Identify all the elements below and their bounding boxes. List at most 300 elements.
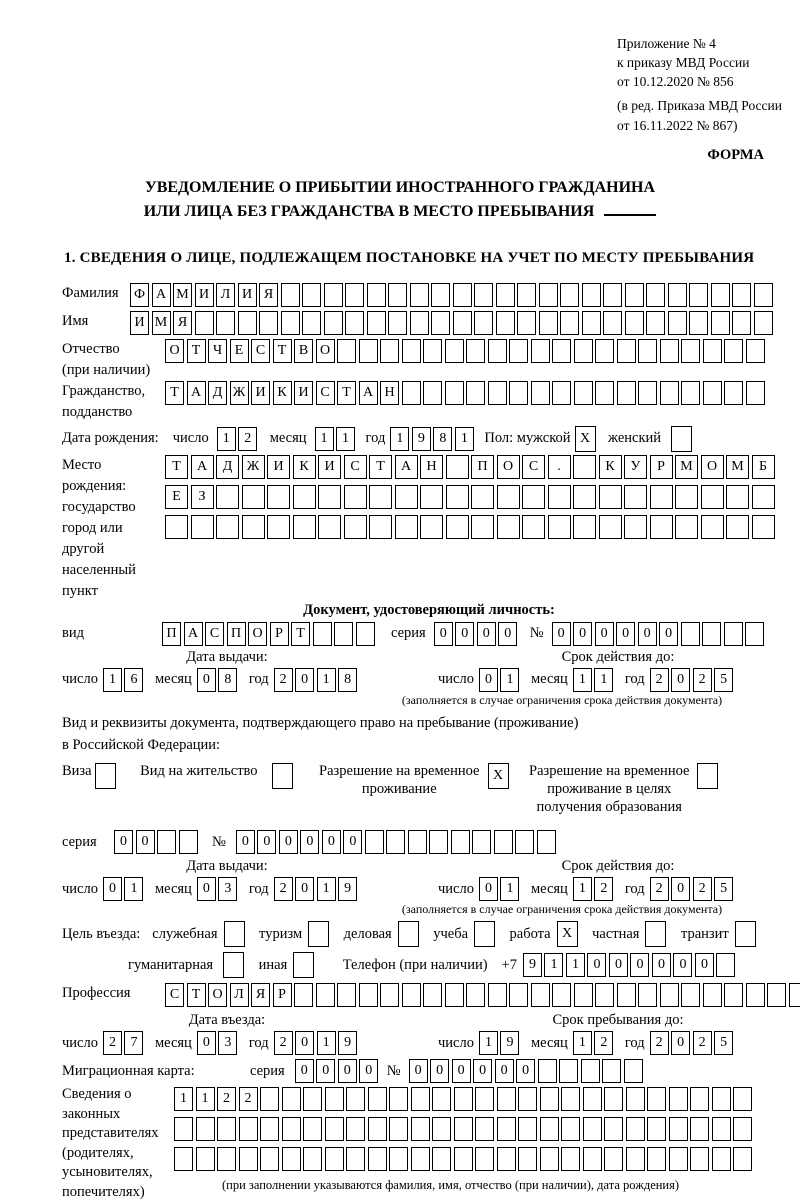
cell[interactable] — [752, 515, 775, 539]
cell[interactable] — [497, 1147, 516, 1171]
cell[interactable] — [318, 515, 341, 539]
cell[interactable] — [509, 339, 528, 363]
stay-year-cells[interactable] — [650, 1031, 736, 1055]
cell[interactable] — [388, 283, 407, 307]
doc-issue-month-cells[interactable] — [197, 668, 240, 692]
entry-year-cells[interactable] — [274, 1031, 360, 1055]
cell[interactable]: 0 — [609, 953, 628, 977]
cell[interactable] — [344, 515, 367, 539]
cell[interactable]: 2 — [594, 1031, 613, 1055]
cell[interactable] — [647, 1087, 666, 1111]
cell[interactable] — [345, 283, 364, 307]
cell[interactable] — [325, 1087, 344, 1111]
birth-year-cells[interactable] — [390, 427, 476, 451]
cell[interactable] — [509, 983, 528, 1007]
cell[interactable]: 9 — [338, 1031, 357, 1055]
cell[interactable]: М — [152, 311, 171, 335]
purpose-humanitarian-checkbox[interactable] — [223, 952, 247, 978]
cell[interactable]: 2 — [693, 877, 712, 901]
cell[interactable]: Я — [259, 283, 278, 307]
cell[interactable] — [552, 983, 571, 1007]
cell[interactable] — [539, 311, 558, 335]
birth-place-cells-row3[interactable] — [165, 515, 777, 539]
cell[interactable] — [638, 381, 657, 405]
cell[interactable]: Т — [291, 622, 310, 646]
cell[interactable] — [325, 1117, 344, 1141]
cell[interactable] — [626, 1087, 645, 1111]
cell[interactable] — [733, 1117, 752, 1141]
cell[interactable] — [95, 763, 116, 789]
cell[interactable] — [726, 515, 749, 539]
stay-month-cells[interactable] — [573, 1031, 616, 1055]
cell[interactable] — [216, 485, 239, 509]
cell[interactable]: Ф — [130, 283, 149, 307]
cell[interactable] — [369, 515, 392, 539]
cell[interactable] — [451, 830, 470, 854]
cell[interactable]: 1 — [573, 877, 592, 901]
cell[interactable] — [690, 1147, 709, 1171]
cell[interactable] — [518, 1147, 537, 1171]
cell[interactable] — [454, 1147, 473, 1171]
cell[interactable] — [224, 921, 245, 947]
cell[interactable] — [303, 1087, 322, 1111]
cell[interactable] — [398, 921, 419, 947]
cell[interactable]: М — [675, 455, 698, 479]
cell[interactable] — [165, 515, 188, 539]
cell[interactable] — [599, 515, 622, 539]
cell[interactable]: П — [227, 622, 246, 646]
cell[interactable] — [302, 283, 321, 307]
cell[interactable]: С — [522, 455, 545, 479]
gender-female-checkbox[interactable] — [671, 426, 695, 452]
cell[interactable] — [638, 339, 657, 363]
cell[interactable] — [581, 1059, 600, 1083]
cell[interactable] — [267, 515, 290, 539]
cell[interactable] — [660, 339, 679, 363]
cell[interactable]: 0 — [479, 877, 498, 901]
cell[interactable]: А — [152, 283, 171, 307]
cell[interactable] — [420, 515, 443, 539]
cell[interactable] — [712, 1087, 731, 1111]
cell[interactable]: Е — [165, 485, 188, 509]
cell[interactable]: 0 — [455, 622, 474, 646]
cell[interactable] — [697, 763, 718, 789]
cell[interactable] — [625, 283, 644, 307]
cell[interactable] — [453, 283, 472, 307]
cell[interactable] — [432, 1087, 451, 1111]
cell[interactable] — [402, 381, 421, 405]
cell[interactable] — [517, 283, 536, 307]
migration-series-cells[interactable] — [295, 1059, 381, 1083]
cell[interactable] — [191, 515, 214, 539]
cell[interactable]: 3 — [218, 877, 237, 901]
cell[interactable]: И — [294, 381, 313, 405]
cell[interactable]: 0 — [495, 1059, 514, 1083]
cell[interactable] — [560, 311, 579, 335]
cell[interactable] — [645, 921, 666, 947]
cell[interactable]: 1 — [390, 427, 409, 451]
cell[interactable]: С — [316, 381, 335, 405]
cell[interactable] — [445, 983, 464, 1007]
cell[interactable] — [239, 1117, 258, 1141]
cell[interactable] — [539, 283, 558, 307]
cell[interactable] — [359, 339, 378, 363]
cell[interactable]: Ж — [242, 455, 265, 479]
cell[interactable] — [389, 1147, 408, 1171]
residence-valid-month-cells[interactable] — [573, 877, 616, 901]
cell[interactable] — [472, 830, 491, 854]
cell[interactable]: Л — [230, 983, 249, 1007]
cell[interactable] — [346, 1147, 365, 1171]
cell[interactable] — [573, 485, 596, 509]
cell[interactable] — [293, 515, 316, 539]
cell[interactable]: 8 — [338, 668, 357, 692]
birth-place-cells-row2[interactable] — [165, 485, 777, 509]
cell[interactable] — [408, 830, 427, 854]
cell[interactable] — [624, 515, 647, 539]
cell[interactable] — [367, 283, 386, 307]
cell[interactable]: 5 — [714, 1031, 733, 1055]
cell[interactable] — [368, 1087, 387, 1111]
cell[interactable] — [242, 485, 265, 509]
cell[interactable] — [345, 311, 364, 335]
cell[interactable]: 0 — [638, 622, 657, 646]
cell[interactable] — [365, 830, 384, 854]
cell[interactable]: X — [557, 921, 578, 947]
cell[interactable]: Н — [380, 381, 399, 405]
cell[interactable]: 1 — [573, 668, 592, 692]
cell[interactable] — [223, 952, 244, 978]
cell[interactable] — [582, 311, 601, 335]
cell[interactable] — [752, 485, 775, 509]
cell[interactable] — [260, 1087, 279, 1111]
cell[interactable]: 2 — [274, 1031, 293, 1055]
cell[interactable] — [517, 311, 536, 335]
cell[interactable] — [548, 515, 571, 539]
cell[interactable]: 1 — [573, 1031, 592, 1055]
cell[interactable] — [538, 1059, 557, 1083]
cell[interactable]: X — [575, 426, 596, 452]
cell[interactable] — [583, 1117, 602, 1141]
cell[interactable] — [582, 283, 601, 307]
cell[interactable] — [617, 983, 636, 1007]
cell[interactable] — [540, 1117, 559, 1141]
cell[interactable] — [282, 1147, 301, 1171]
cell[interactable] — [488, 381, 507, 405]
cell[interactable] — [431, 283, 450, 307]
cell[interactable]: О — [701, 455, 724, 479]
cell[interactable]: 0 — [114, 830, 133, 854]
cell[interactable]: Р — [270, 622, 289, 646]
cell[interactable] — [660, 983, 679, 1007]
cell[interactable] — [540, 1147, 559, 1171]
cell[interactable] — [537, 830, 556, 854]
cell[interactable]: 1 — [566, 953, 585, 977]
cell[interactable]: 0 — [295, 668, 314, 692]
cell[interactable]: 5 — [714, 877, 733, 901]
cell[interactable]: С — [205, 622, 224, 646]
cell[interactable] — [216, 311, 235, 335]
cell[interactable]: А — [359, 381, 378, 405]
cell[interactable] — [429, 830, 448, 854]
cell[interactable]: 0 — [343, 830, 362, 854]
stay-day-cells[interactable] — [479, 1031, 522, 1055]
cell[interactable]: 0 — [498, 622, 517, 646]
cell[interactable] — [402, 983, 421, 1007]
edu-permit-checkbox[interactable] — [697, 763, 721, 789]
residence-valid-year-cells[interactable] — [650, 877, 736, 901]
cell[interactable] — [650, 485, 673, 509]
cell[interactable] — [669, 1147, 688, 1171]
cell[interactable]: 1 — [217, 427, 236, 451]
cell[interactable] — [754, 311, 773, 335]
cell[interactable]: 2 — [693, 1031, 712, 1055]
cell[interactable] — [724, 381, 743, 405]
purpose-work-checkbox[interactable] — [557, 921, 581, 947]
cell[interactable] — [395, 485, 418, 509]
cell[interactable] — [560, 283, 579, 307]
cell[interactable]: Ч — [208, 339, 227, 363]
cell[interactable] — [475, 1147, 494, 1171]
cell[interactable] — [346, 1117, 365, 1141]
cell[interactable] — [701, 515, 724, 539]
cell[interactable]: 0 — [671, 1031, 690, 1055]
cell[interactable]: Я — [251, 983, 270, 1007]
cell[interactable] — [313, 622, 332, 646]
cell[interactable] — [754, 283, 773, 307]
cell[interactable] — [196, 1117, 215, 1141]
cell[interactable] — [746, 339, 765, 363]
visa-checkbox[interactable] — [95, 763, 119, 789]
cell[interactable] — [681, 339, 700, 363]
cell[interactable]: Д — [208, 381, 227, 405]
cell[interactable]: 3 — [218, 1031, 237, 1055]
cell[interactable]: 0 — [409, 1059, 428, 1083]
cell[interactable] — [497, 1087, 516, 1111]
cell[interactable]: 6 — [124, 668, 143, 692]
cell[interactable] — [559, 1059, 578, 1083]
cell[interactable] — [595, 381, 614, 405]
cell[interactable] — [356, 622, 375, 646]
cell[interactable]: 1 — [594, 668, 613, 692]
cell[interactable] — [239, 1147, 258, 1171]
cell[interactable] — [681, 622, 700, 646]
cell[interactable] — [647, 1147, 666, 1171]
cell[interactable]: 2 — [650, 877, 669, 901]
cell[interactable] — [548, 485, 571, 509]
cell[interactable]: 1 — [317, 877, 336, 901]
cell[interactable] — [583, 1147, 602, 1171]
cell[interactable]: Ж — [230, 381, 249, 405]
cell[interactable] — [445, 339, 464, 363]
cell[interactable] — [497, 1117, 516, 1141]
cell[interactable]: 0 — [197, 1031, 216, 1055]
residence-series-cells[interactable] — [114, 830, 200, 854]
birth-day-cells[interactable] — [217, 427, 260, 451]
cell[interactable]: 0 — [136, 830, 155, 854]
citizenship-cells[interactable] — [165, 381, 767, 405]
cell[interactable] — [689, 283, 708, 307]
cell[interactable]: Н — [420, 455, 443, 479]
cell[interactable] — [703, 983, 722, 1007]
doc-issue-day-cells[interactable] — [103, 668, 146, 692]
cell[interactable] — [474, 311, 493, 335]
cell[interactable]: 0 — [573, 622, 592, 646]
cell[interactable] — [432, 1147, 451, 1171]
cell[interactable] — [431, 311, 450, 335]
cell[interactable] — [282, 1087, 301, 1111]
cell[interactable] — [518, 1087, 537, 1111]
cell[interactable]: Т — [165, 381, 184, 405]
cell[interactable]: К — [293, 455, 316, 479]
cell[interactable] — [411, 1087, 430, 1111]
cell[interactable]: 0 — [103, 877, 122, 901]
cell[interactable] — [732, 311, 751, 335]
cell[interactable] — [574, 983, 593, 1007]
cell[interactable]: 0 — [616, 622, 635, 646]
cell[interactable]: 9 — [338, 877, 357, 901]
doc-series-cells[interactable] — [434, 622, 520, 646]
cell[interactable] — [638, 983, 657, 1007]
cell[interactable] — [518, 1117, 537, 1141]
cell[interactable]: А — [184, 622, 203, 646]
cell[interactable] — [411, 1117, 430, 1141]
cell[interactable]: 1 — [103, 668, 122, 692]
cell[interactable] — [238, 311, 257, 335]
cell[interactable]: И — [130, 311, 149, 335]
cell[interactable]: А — [187, 381, 206, 405]
cell[interactable] — [711, 283, 730, 307]
cell[interactable]: Р — [650, 455, 673, 479]
cell[interactable] — [746, 983, 765, 1007]
doc-issue-year-cells[interactable] — [274, 668, 360, 692]
cell[interactable]: 0 — [257, 830, 276, 854]
cell[interactable]: 2 — [239, 1087, 258, 1111]
cell[interactable] — [690, 1087, 709, 1111]
cell[interactable] — [195, 311, 214, 335]
cell[interactable]: А — [395, 455, 418, 479]
cell[interactable] — [712, 1147, 731, 1171]
cell[interactable]: 0 — [671, 877, 690, 901]
cell[interactable] — [496, 311, 515, 335]
cell[interactable] — [561, 1087, 580, 1111]
representatives-cells-row2[interactable] — [174, 1117, 782, 1141]
cell[interactable] — [368, 1147, 387, 1171]
cell[interactable]: О — [248, 622, 267, 646]
residence-valid-day-cells[interactable] — [479, 877, 522, 901]
cell[interactable] — [423, 381, 442, 405]
cell[interactable]: 1 — [455, 427, 474, 451]
cell[interactable] — [386, 830, 405, 854]
cell[interactable] — [368, 1117, 387, 1141]
cell[interactable] — [471, 485, 494, 509]
cell[interactable] — [281, 283, 300, 307]
cell[interactable] — [466, 983, 485, 1007]
cell[interactable] — [423, 983, 442, 1007]
cell[interactable] — [217, 1147, 236, 1171]
cell[interactable] — [604, 1117, 623, 1141]
cell[interactable]: М — [173, 283, 192, 307]
cell[interactable]: 1 — [544, 953, 563, 977]
cell[interactable]: 1 — [196, 1087, 215, 1111]
cell[interactable] — [675, 485, 698, 509]
cell[interactable] — [603, 283, 622, 307]
cell[interactable]: А — [191, 455, 214, 479]
cell[interactable] — [497, 485, 520, 509]
cell[interactable] — [369, 485, 392, 509]
cell[interactable]: К — [273, 381, 292, 405]
cell[interactable] — [681, 983, 700, 1007]
cell[interactable] — [196, 1147, 215, 1171]
cell[interactable]: К — [599, 455, 622, 479]
temp-permit-checkbox[interactable] — [488, 763, 512, 789]
cell[interactable]: 0 — [434, 622, 453, 646]
cell[interactable]: 0 — [430, 1059, 449, 1083]
cell[interactable]: 0 — [671, 668, 690, 692]
cell[interactable] — [445, 381, 464, 405]
cell[interactable] — [746, 381, 765, 405]
cell[interactable] — [509, 381, 528, 405]
cell[interactable]: 0 — [587, 953, 606, 977]
cell[interactable] — [669, 1117, 688, 1141]
cell[interactable] — [531, 381, 550, 405]
surname-cells[interactable] — [130, 283, 775, 307]
residence-permit-checkbox[interactable] — [272, 763, 296, 789]
cell[interactable]: 0 — [295, 1059, 314, 1083]
cell[interactable]: Т — [369, 455, 392, 479]
cell[interactable] — [325, 1147, 344, 1171]
cell[interactable]: 8 — [433, 427, 452, 451]
cell[interactable] — [689, 311, 708, 335]
cell[interactable] — [395, 515, 418, 539]
cell[interactable] — [411, 1147, 430, 1171]
cell[interactable] — [216, 515, 239, 539]
cell[interactable]: 0 — [479, 668, 498, 692]
cell[interactable]: 0 — [452, 1059, 471, 1083]
cell[interactable] — [624, 1059, 643, 1083]
cell[interactable]: 5 — [714, 668, 733, 692]
cell[interactable]: 1 — [124, 877, 143, 901]
cell[interactable]: Т — [187, 339, 206, 363]
cell[interactable]: 0 — [197, 668, 216, 692]
cell[interactable] — [337, 983, 356, 1007]
cell[interactable]: 0 — [659, 622, 678, 646]
cell[interactable] — [712, 1117, 731, 1141]
cell[interactable] — [703, 381, 722, 405]
cell[interactable] — [267, 485, 290, 509]
cell[interactable]: 1 — [317, 668, 336, 692]
cell[interactable]: 9 — [412, 427, 431, 451]
cell[interactable]: 0 — [552, 622, 571, 646]
cell[interactable]: У — [624, 455, 647, 479]
phone-cells[interactable] — [523, 953, 738, 977]
cell[interactable]: И — [267, 455, 290, 479]
cell[interactable] — [471, 515, 494, 539]
purpose-business-checkbox[interactable] — [398, 921, 422, 947]
cell[interactable] — [701, 485, 724, 509]
purpose-transit-checkbox[interactable] — [735, 921, 759, 947]
cell[interactable]: 0 — [595, 622, 614, 646]
cell[interactable] — [242, 515, 265, 539]
cell[interactable] — [668, 283, 687, 307]
cell[interactable] — [446, 455, 469, 479]
cell[interactable]: Т — [273, 339, 292, 363]
representatives-cells-row1[interactable] — [174, 1087, 782, 1111]
birth-month-cells[interactable] — [315, 427, 358, 451]
cell[interactable]: Т — [187, 983, 206, 1007]
cell[interactable]: 1 — [174, 1087, 193, 1111]
cell[interactable]: П — [471, 455, 494, 479]
